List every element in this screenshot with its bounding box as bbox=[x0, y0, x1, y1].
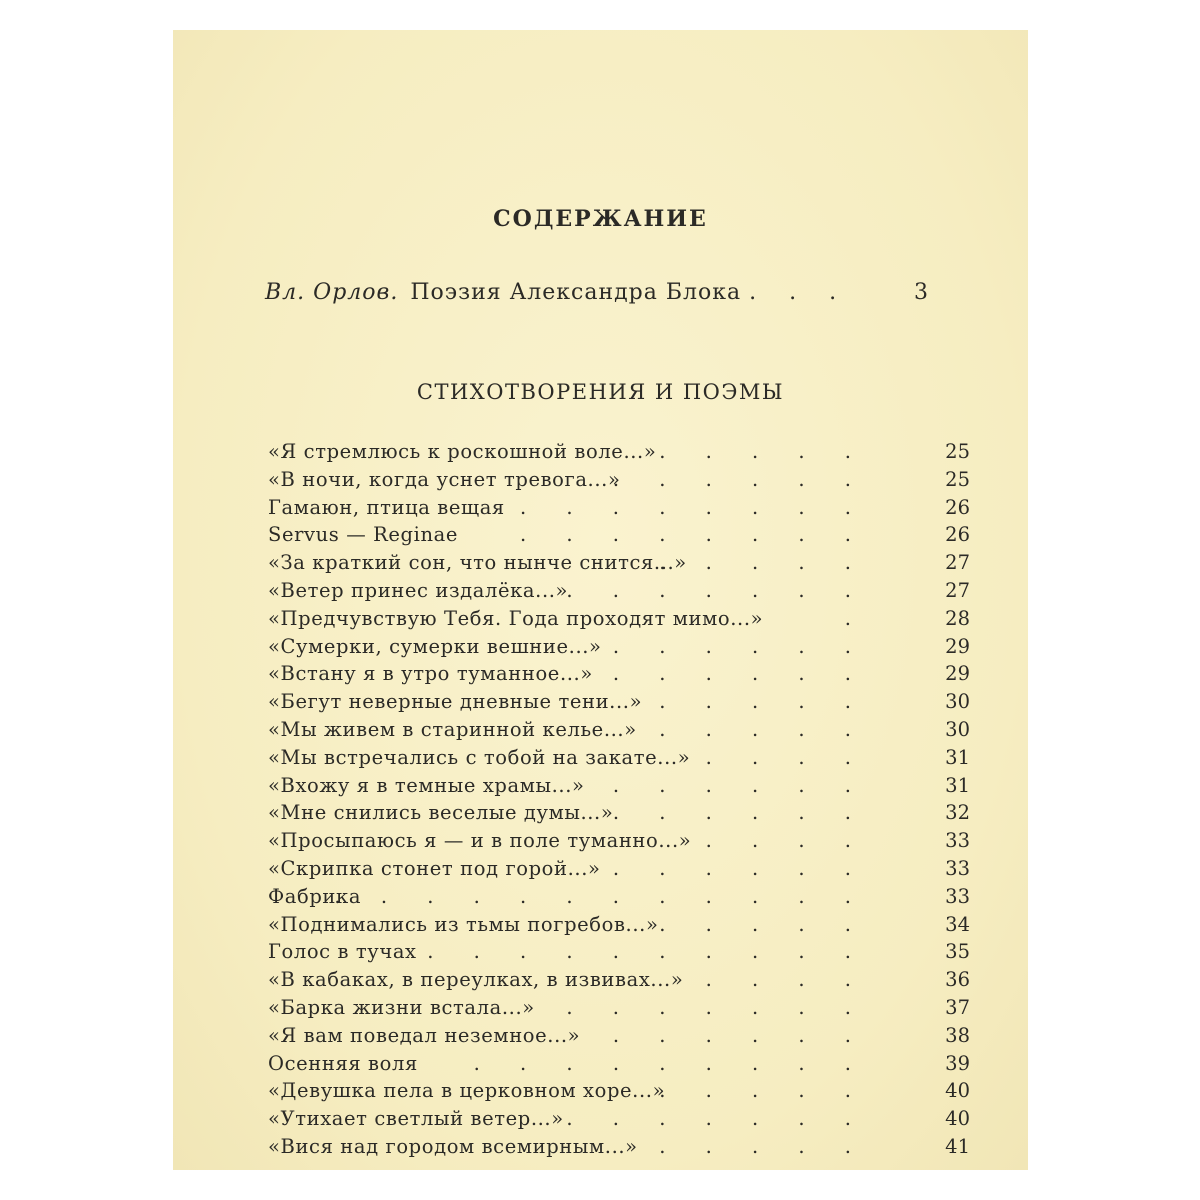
toc-entry bbox=[268, 772, 970, 800]
toc-entry-title: «В ночи, когда уснет тревога...» bbox=[268, 467, 621, 491]
toc-entry-title: «Просыпаюсь я — и в поле туманно...» bbox=[268, 829, 692, 853]
toc-entry bbox=[268, 744, 970, 772]
toc-entry bbox=[268, 521, 970, 549]
toc-entry bbox=[268, 1133, 970, 1161]
toc-leader-dots: . . . . . bbox=[659, 440, 868, 463]
toc-page-number: 34 bbox=[945, 912, 970, 936]
toc-entry bbox=[268, 966, 970, 994]
toc-entry-title: Голос в тучах bbox=[268, 940, 417, 964]
toc-leader-dots: . . . . . . bbox=[612, 856, 868, 880]
toc-entry-title: «Встану я в утро туманное...» bbox=[268, 662, 593, 686]
toc-page-number: 27 bbox=[945, 551, 970, 575]
toc-entry bbox=[268, 1050, 970, 1078]
toc-entry-title: «Мы встречались с тобой на закате...» bbox=[268, 745, 691, 769]
toc-leader-dots: . . . . . . . . bbox=[520, 495, 868, 519]
toc-leader-dots: . . . . . . . bbox=[566, 578, 868, 602]
toc-entry-title: «Поднимались из тьмы погребов...» bbox=[268, 912, 659, 936]
toc-entry bbox=[268, 438, 970, 466]
toc-leader-dots: . . . . . . . bbox=[566, 1107, 868, 1131]
toc-page-number: 27 bbox=[945, 578, 970, 602]
toc-leader-dots: . . . . . . bbox=[612, 634, 868, 658]
toc-entry-title: Servus — Reginae bbox=[268, 523, 458, 547]
toc-page-number: 31 bbox=[945, 745, 970, 769]
toc-page-number: 29 bbox=[945, 634, 970, 658]
intro-title: Поэзия Александра Блока bbox=[410, 280, 742, 305]
toc-leader-dots: . . . . . bbox=[659, 912, 868, 936]
toc-leader-dots: . . . . . . bbox=[612, 662, 868, 686]
toc-entry bbox=[268, 494, 970, 522]
toc-entry bbox=[268, 549, 970, 577]
toc-leader-dots: . . . . bbox=[705, 745, 868, 769]
toc-entry bbox=[268, 577, 970, 605]
toc-page-number: 35 bbox=[945, 940, 970, 964]
section-title: СТИХОТВОРЕНИЯ И ПОЭМЫ bbox=[416, 380, 785, 404]
toc-entry-title: «Ветер принес издалёка...» bbox=[268, 578, 569, 602]
toc-page-number: 30 bbox=[945, 717, 970, 741]
toc-entry-title: «Утихает светлый ветер...» bbox=[268, 1107, 564, 1131]
toc-page-number: 33 bbox=[945, 884, 970, 908]
toc-leader-dots: . . . . . . bbox=[612, 1023, 868, 1047]
toc-leader-dots: . . . . . . . . . . . . bbox=[334, 884, 868, 908]
toc-entry bbox=[268, 716, 970, 744]
toc-entry-title: «Я стремлюсь к роскошной воле...» bbox=[268, 440, 657, 463]
toc-page-number: 26 bbox=[945, 523, 970, 547]
toc-leader-dots: . . . . . . bbox=[612, 801, 868, 825]
toc-entry-title: «За краткий сон, что нынче снится...» bbox=[268, 551, 687, 575]
toc-page-number: 32 bbox=[945, 801, 970, 825]
toc-entry-title: «Вхожу я в темные храмы...» bbox=[268, 773, 585, 797]
toc-leader-dots: . bbox=[844, 606, 868, 630]
toc-entry bbox=[268, 938, 970, 966]
toc-entry bbox=[268, 466, 970, 494]
toc-entry bbox=[268, 1077, 970, 1105]
toc-entry-title: «Мы живем в старинной келье...» bbox=[268, 717, 637, 741]
toc-entry bbox=[268, 911, 970, 939]
toc-page-number: 31 bbox=[945, 773, 970, 797]
toc-page-number: 30 bbox=[945, 690, 970, 714]
toc-page-number: 38 bbox=[945, 1023, 970, 1047]
toc-entry-title: Осенняя воля bbox=[268, 1051, 418, 1075]
toc-leader-dots: . . . . . . . . . bbox=[473, 1051, 868, 1075]
contents-heading: СОДЕРЖАНИЕ bbox=[493, 206, 708, 232]
toc-entry-title: «Девушка пела в церковном хоре...» bbox=[268, 1079, 666, 1103]
toc-leader-dots: . . . . bbox=[705, 829, 868, 853]
intro-author: Вл. Орлов. bbox=[265, 280, 399, 305]
toc-leader-dots: . . . . . bbox=[659, 1079, 868, 1103]
toc-entry bbox=[268, 605, 970, 633]
toc-leader-dots: . . . . . . bbox=[612, 773, 868, 797]
toc-leader-dots: . . . . bbox=[705, 968, 868, 992]
toc-entry bbox=[268, 1105, 970, 1133]
toc-page-number: 25 bbox=[945, 440, 970, 463]
intro-leader-dots: . . . bbox=[749, 280, 850, 305]
toc-leader-dots: . . . . . bbox=[659, 690, 868, 714]
toc-entry-title: «Барка жизни встала...» bbox=[268, 995, 535, 1019]
toc-entry bbox=[268, 660, 970, 688]
toc-page-number: 29 bbox=[945, 662, 970, 686]
toc-entry bbox=[268, 994, 970, 1022]
toc-leader-dots: . . . . . bbox=[659, 717, 868, 741]
toc-entry-title: «В кабаках, в переулках, в извивах...» bbox=[268, 968, 684, 992]
toc-leader-dots: . . . . . . . . bbox=[520, 523, 868, 547]
toc-page-number: 41 bbox=[945, 1134, 970, 1158]
toc-entry bbox=[268, 827, 970, 855]
toc-entry bbox=[268, 883, 970, 911]
toc-leader-dots: . . . . . . . bbox=[566, 995, 868, 1019]
toc-entry-title: «Скрипка стонет под горой...» bbox=[268, 856, 601, 880]
toc-page-number: 26 bbox=[945, 495, 970, 519]
toc-leader-dots: . . . . . bbox=[659, 551, 868, 575]
toc-leader-dots: . . . . . bbox=[659, 1134, 868, 1158]
book-page bbox=[173, 30, 1028, 1170]
toc-entry-title: Гамаюн, птица вещая bbox=[268, 495, 505, 519]
toc-entry bbox=[268, 855, 970, 883]
toc-entry-title: «Бегут неверные дневные тени...» bbox=[268, 690, 643, 714]
toc-page-number: 40 bbox=[945, 1107, 970, 1131]
toc-page-number: 40 bbox=[945, 1079, 970, 1103]
toc-entry-title: «Мне снились веселые думы...» bbox=[268, 801, 614, 825]
toc-page-number: 36 bbox=[945, 968, 970, 992]
toc-entry-title: «Сумерки, сумерки вешние...» bbox=[268, 634, 602, 658]
toc-entry-title: Фабрика bbox=[268, 884, 362, 908]
intro-page-number: 3 bbox=[914, 280, 928, 305]
intro-entry bbox=[265, 280, 928, 310]
toc-entry-title: «Предчувствую Тебя. Года проходят мимо...» bbox=[268, 606, 764, 630]
toc-page-number: 28 bbox=[945, 606, 970, 630]
toc-entry bbox=[268, 688, 970, 716]
toc-entry bbox=[268, 1022, 970, 1050]
toc-entry bbox=[268, 633, 970, 661]
toc-page-number: 25 bbox=[945, 467, 970, 491]
toc-page-number: 37 bbox=[945, 995, 970, 1019]
toc-list bbox=[268, 438, 970, 1161]
toc-entry-title: «Вися над городом всемирным...» bbox=[268, 1134, 638, 1158]
toc-page-number: 33 bbox=[945, 829, 970, 853]
toc-entry-title: «Я вам поведал неземное...» bbox=[268, 1023, 581, 1047]
toc-page-number: 39 bbox=[945, 1051, 970, 1075]
toc-entry bbox=[268, 799, 970, 827]
toc-leader-dots: . . . . . . . . . . bbox=[427, 940, 868, 964]
toc-page-number: 33 bbox=[945, 856, 970, 880]
toc-leader-dots: . . . . . . bbox=[612, 467, 868, 491]
